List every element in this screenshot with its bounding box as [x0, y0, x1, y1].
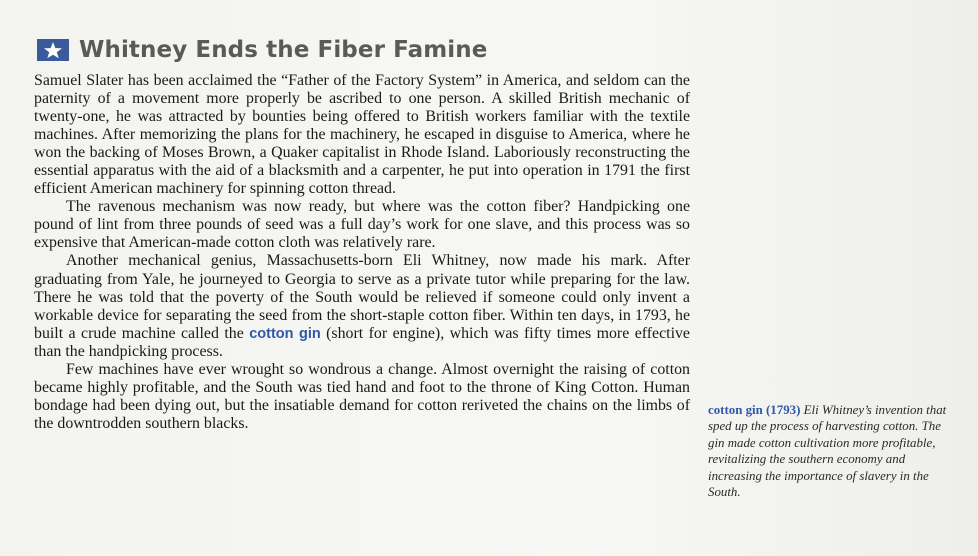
- paragraph-1: Samuel Slater has been acclaimed the “Father of the Factory System” in America, and seldom can the paternity of a movement more properly be ascribed to one person. A skilled British mechanic of twenty-one, he was attracted by bounties being offered to British workers familiar with the textile machines. After memorizing the plans for the machinery, he escaped in disguise to America, where he won the backing of Moses Brown, a Quaker capitalist in Rhode Island. Laboriously reconstructing the essential apparatus with the aid of a blacksmith and a carpenter, he put into operation in 1791 the first efficient American machinery for spinning cotton thread.: [34, 72, 690, 198]
- margin-glossary-note: [708, 402, 948, 500]
- paragraph-3-start: Another mechanical genius, Massachusetts-born Eli Whitney, now made his mark. After graduating from Yale, he journeyed to Georgia to serve as a private tutor while preparing for the law. There he was told that the poverty of the South would be relieved if someone could only invent a workable device for separating the seed from the short-staple cotton fiber. Within ten days, in 1793, he built a crude machine called the: [34, 252, 690, 342]
- paragraph-4: Few machines have ever wrought so wondrous a change. Almost overnight the raising of cotton became highly profitable, and the South was tied hand and foot to the throne of King Cotton. Human bondage had been dying out, but the insatiable demand for cotton reriveted the chains on the limbs of the downtrodden southern blacks.: [34, 360, 690, 432]
- section-heading: [37, 32, 487, 68]
- star-icon: [37, 39, 69, 61]
- glossary-definition: Eli Whitney’s invention that sped up the process of harvesting cotton. The gin made cotton cultivation more profitable, revitalizing the southern economy and increasing the importance of slavery in the South.: [708, 403, 947, 500]
- glossary-term: cotton gin (1793): [708, 403, 801, 417]
- body-text: [34, 72, 690, 433]
- key-term-cotton-gin[interactable]: cotton gin: [249, 325, 321, 342]
- paragraph-3-end: (short for engine), which was fifty times more effective than the handpicking process.: [34, 324, 690, 360]
- section-title: Whitney Ends the Fiber Famine: [79, 37, 488, 63]
- paragraph-2: The ravenous mechanism was now ready, but where was the cotton fiber? Handpicking one pound of lint from three pounds of seed was a full day’s work for one slave, and this process was so expensive that American-made cotton cloth was relatively rare.: [34, 198, 690, 252]
- paragraph-3: [34, 252, 690, 360]
